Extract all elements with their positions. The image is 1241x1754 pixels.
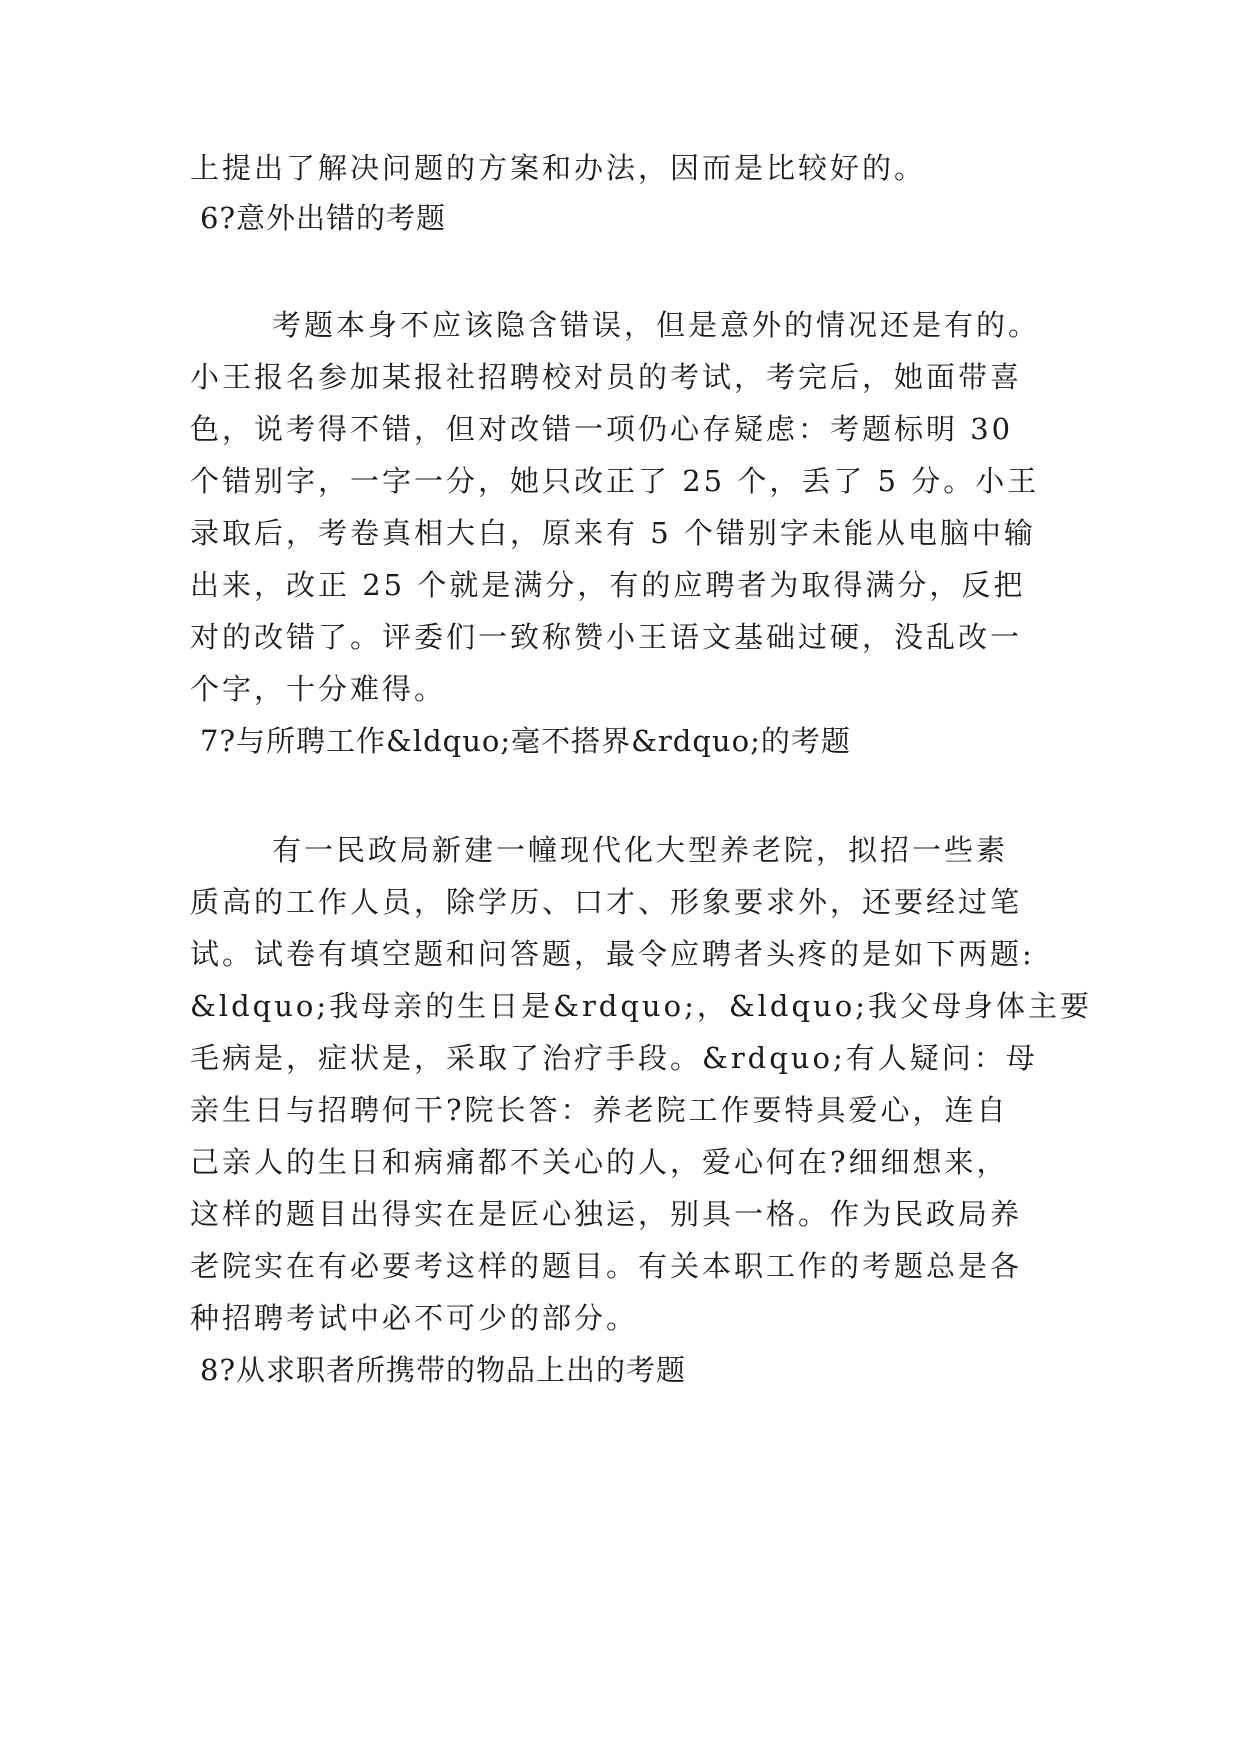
section-heading-6: 6?意外出错的考题: [200, 201, 446, 235]
paragraph-line: 上提出了解决问题的方案和办法，因而是比较好的。: [190, 151, 927, 185]
section-heading-7: 7?与所聘工作&ldquo;毫不搭界&rdquo;的考题: [200, 724, 851, 758]
paragraph-line: 出来，改正 25 个就是满分，有的应聘者为取得满分，反把: [190, 568, 1026, 602]
paragraph-line: 亲生日与招聘何干?院长答：养老院工作要特具爱心，连自: [190, 1093, 1009, 1127]
section-heading-8: 8?从求职者所携带的物品上出的考题: [200, 1353, 686, 1387]
paragraph-line: 对的改错了。评委们一致称赞小王语文基础过硬，没乱改一: [190, 620, 1023, 654]
paragraph-line: 毛病是，症状是，采取了治疗手段。&rdquo;有人疑问：母: [190, 1041, 1038, 1075]
paragraph-line: 种招聘考试中必不可少的部分。: [190, 1301, 639, 1335]
paragraph-line: 个字，十分难得。: [190, 672, 447, 706]
paragraph-line: 老院实在有必要考这样的题目。有关本职工作的考题总是各: [190, 1249, 1023, 1283]
paragraph-line: 小王报名参加某报社招聘校对员的考试，考完后，她面带喜: [190, 360, 1023, 394]
paragraph-line: 质高的工作人员，除学历、口才、形象要求外，还要经过笔: [190, 885, 1023, 919]
paragraph-line: &ldquo;我母亲的生日是&rdquo;，&ldquo;我父母身体主要: [190, 989, 1092, 1023]
paragraph-line: 色，说考得不错，但对改错一项仍心存疑虑：考题标明 30: [190, 412, 1014, 446]
paragraph-line: 试。试卷有填空题和问答题，最令应聘者头疼的是如下两题:: [190, 937, 1035, 971]
paragraph-line: 有一民政局新建一幢现代化大型养老院，拟招一些素: [272, 833, 1009, 867]
paragraph-line: 这样的题目出得实在是匠心独运，别具一格。作为民政局养: [190, 1197, 1023, 1231]
paragraph-line: 录取后，考卷真相大白，原来有 5 个错别字未能从电脑中输: [190, 516, 1036, 550]
paragraph-line: 个错别字，一字一分，她只改正了 25 个，丢了 5 分。小王: [190, 464, 1040, 498]
paragraph-line: 考题本身不应该隐含错误，但是意外的情况还是有的。: [272, 308, 1041, 342]
paragraph-line: 己亲人的生日和病痛都不关心的人，爱心何在?细细想来，: [190, 1145, 1009, 1179]
